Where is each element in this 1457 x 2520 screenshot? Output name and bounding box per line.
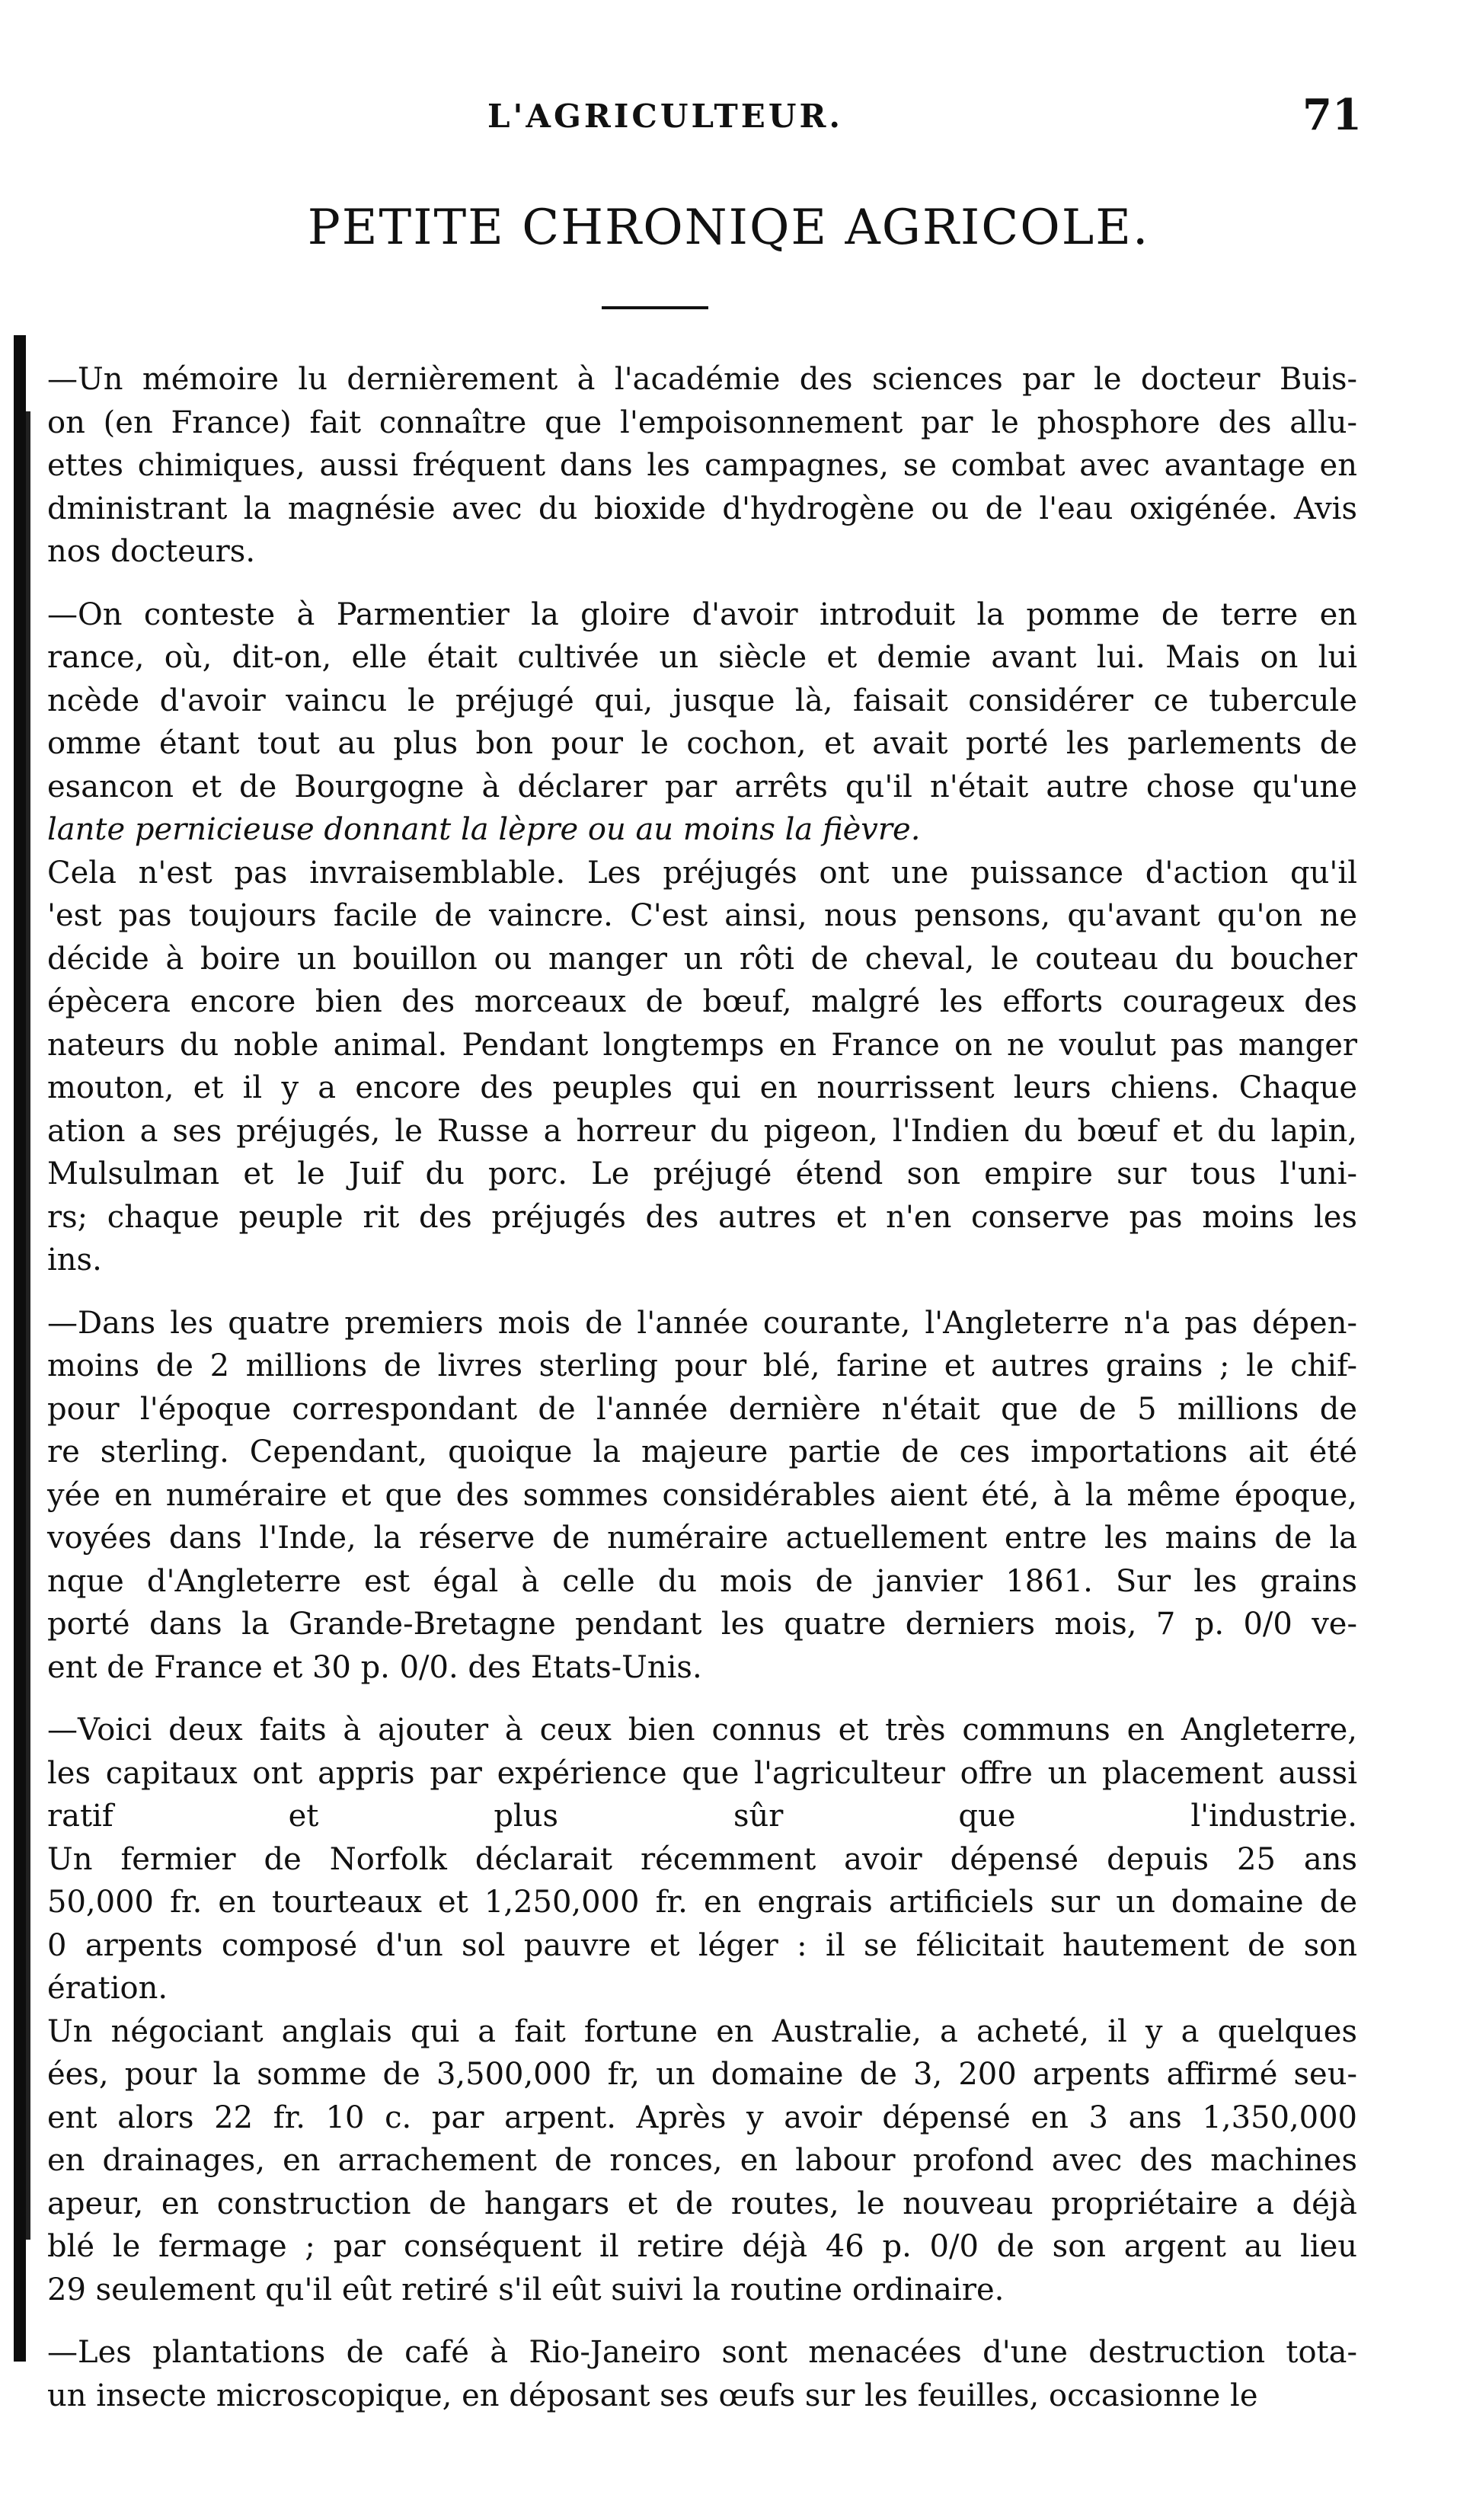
binding-shadow-inner — [26, 411, 30, 2240]
text-line: ées, pour la somme de 3,500,000 fr, un domaine de 3, 200 arpents affirmé seu- — [47, 2057, 1357, 2092]
text-line: lante pernicieuse donnant la lèpre ou au moins la fièvre. — [47, 812, 921, 847]
text-line: porté dans la Grande-Bretagne pendant les quatre derniers mois, 7 p. 0/0 ve- — [47, 1607, 1357, 1642]
text-line: 0 arpents composé d'un sol pauvre et léger : il se félicitait hautement de son — [47, 1927, 1357, 1963]
page-number: 71 — [1302, 90, 1362, 140]
text-line: esancon et de Bourgogne à déclarer par arrêts qu'il n'était autre chose qu'une — [47, 769, 1357, 804]
text-line: 50,000 fr. en tourteaux et 1,250,000 fr. en engrais artificiels sur un domaine de — [47, 1885, 1357, 1920]
text-line: ération. — [47, 1971, 168, 2006]
paragraph — [47, 358, 1357, 574]
text-line: apeur, en construction de hangars et de routes, le nouveau propriétaire a déjà — [47, 2186, 1357, 2221]
text-line: blé le fermage ; par conséquent il retire déjà 46 p. 0/0 de son argent au lieu — [47, 2229, 1357, 2264]
running-head: L'AGRICULTEUR. — [487, 98, 843, 135]
text-line: rs; chaque peuple rit des préjugés des autres et n'en conserve pas moins les — [47, 1199, 1357, 1235]
binding-shadow — [14, 335, 26, 2362]
text-line: moins de 2 millions de livres sterling pour blé, farine et autres grains ; le chif- — [47, 1348, 1357, 1383]
text-line: Un fermier de Norfolk déclarait récemment avoir dépensé depuis 25 ans — [47, 1841, 1357, 1877]
text-line: dministrant la magnésie avec du bioxide d'hydrogène ou de l'eau oxigénée. Avis — [47, 491, 1357, 526]
paragraph — [47, 1709, 1357, 2311]
text-line: 29 seulement qu'il eût retiré s'il eût suivi la routine ordinaire. — [47, 2272, 1005, 2307]
text-line: ation a ses préjugés, le Russe a horreur du pigeon, l'Indien du bœuf et du lapin, — [47, 1113, 1357, 1149]
paragraph — [47, 2331, 1357, 2417]
text-line: rance, où, dit-on, elle était cultivée un siècle et demie avant lui. Mais on lui — [47, 640, 1357, 675]
text-line: pour l'époque correspondant de l'année dernière n'était que de 5 millions de — [47, 1391, 1357, 1427]
text-line: ent de France et 30 p. 0/0. des Etats-Unis. — [47, 1649, 702, 1685]
text-line: yée en numéraire et que des sommes considérables aient été, à la même époque, — [47, 1477, 1357, 1513]
text-line: —Voici deux faits à ajouter à ceux bien connus et très communs en Angleterre, — [47, 1713, 1357, 1748]
text-line: on (en France) fait connaître que l'empoisonnement par le phosphore des allu- — [47, 405, 1357, 440]
text-line: nos docteurs. — [47, 534, 256, 569]
title-rule — [602, 306, 708, 309]
paragraph — [47, 593, 1357, 1282]
text-line: mouton, et il y a encore des peuples qui en nourrissent leurs chiens. Chaque — [47, 1070, 1357, 1105]
article-body — [47, 358, 1357, 2417]
text-line: Un négociant anglais qui a fait fortune en Australie, a acheté, il y a quelques — [47, 2013, 1357, 2049]
text-line: —Un mémoire lu dernièrement à l'académie des sciences par le docteur Buis- — [47, 362, 1357, 397]
text-line: 'est pas toujours facile de vaincre. C'est ainsi, nous pensons, qu'avant qu'on ne — [47, 898, 1357, 933]
text-line: —Dans les quatre premiers mois de l'année courante, l'Angleterre n'a pas dépen- — [47, 1305, 1357, 1341]
text-line: voyées dans l'Inde, la réserve de numéraire actuellement entre les mains de la — [47, 1521, 1357, 1556]
text-line: omme étant tout au plus bon pour le cochon, et avait porté les parlements de — [47, 726, 1357, 761]
text-line: —On conteste à Parmentier la gloire d'avoir introduit la pomme de terre en — [47, 596, 1357, 632]
text-line: ettes chimiques, aussi fréquent dans les campagnes, se combat avec avantage en — [47, 448, 1357, 483]
text-line: re sterling. Cependant, quoique la majeure partie de ces importations ait été — [47, 1434, 1357, 1469]
text-line: en drainages, en arrachement de ronces, en labour profond avec des machines — [47, 2143, 1357, 2178]
article-title: PETITE CHRONIQE AGRICOLE. — [307, 200, 1150, 256]
text-line: ratif et plus sûr que l'industrie. — [47, 1799, 1357, 1834]
text-line: un insecte microscopique, en déposant ses œufs sur les feuilles, occasionne le — [47, 2378, 1258, 2413]
text-line: ins. — [47, 1242, 102, 1278]
text-line: décide à boire un bouillon ou manger un rôti de cheval, le couteau du boucher — [47, 941, 1357, 977]
text-line: les capitaux ont appris par expérience que l'agriculteur offre un placement aussi — [47, 1755, 1357, 1791]
text-line: ent alors 22 fr. 10 c. par arpent. Après y avoir dépensé en 3 ans 1,350,000 — [47, 2099, 1357, 2135]
text-line: nque d'Angleterre est égal à celle du mois de janvier 1861. Sur les grains — [47, 1563, 1357, 1599]
text-line: Cela n'est pas invraisemblable. Les préjugés ont une puissance d'action qu'il — [47, 855, 1357, 891]
paragraph — [47, 1302, 1357, 1690]
text-line: —Les plantations de café à Rio-Janeiro sont menacées d'une destruction tota- — [47, 2335, 1357, 2370]
text-line: ncède d'avoir vaincu le préjugé qui, jusque là, faisait considérer ce tubercule — [47, 683, 1357, 718]
text-line: nateurs du noble animal. Pendant longtemps en France on ne voulut pas manger — [47, 1027, 1357, 1063]
text-line: Mulsulman et le Juif du porc. Le préjugé étend son empire sur tous l'uni- — [47, 1156, 1357, 1191]
text-line: épècera encore bien des morceaux de bœuf, malgré les efforts courageux des — [47, 984, 1357, 1019]
